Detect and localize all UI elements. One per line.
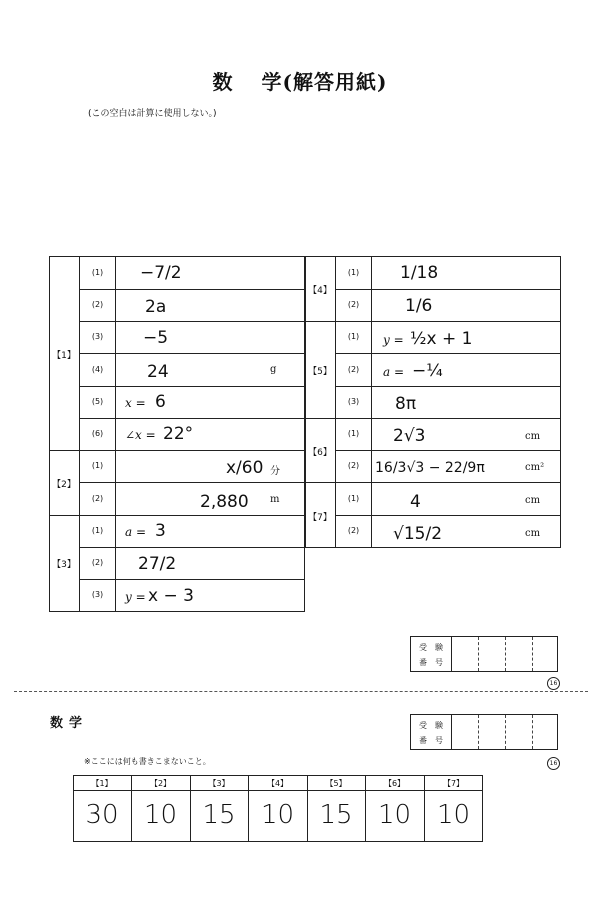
answer-2-1: x/60 bbox=[226, 458, 264, 478]
score-value: 10 bbox=[143, 800, 178, 830]
row-number: (4) bbox=[91, 365, 104, 374]
page-mark-lower: 16 bbox=[547, 757, 560, 770]
answer-6-1: 2√3 bbox=[393, 426, 426, 446]
score-header: 【3】 bbox=[208, 779, 230, 788]
answer-5-1: ½x + 1 bbox=[410, 329, 473, 349]
unit-1-4: g bbox=[270, 364, 277, 375]
score-header: 【5】 bbox=[325, 779, 347, 788]
unit-7-2: cm bbox=[525, 528, 541, 539]
cut-line bbox=[14, 691, 588, 692]
answer-1-2: 2a bbox=[145, 297, 167, 317]
score-value: 10 bbox=[260, 800, 295, 830]
row-number: (2) bbox=[91, 494, 104, 503]
answer-7-1: 4 bbox=[410, 492, 421, 512]
answer-3-3: x − 3 bbox=[148, 586, 194, 606]
row-number: (3) bbox=[91, 332, 104, 341]
section-label-2: 【2】 bbox=[52, 480, 76, 490]
prefix-5-2: a = bbox=[383, 365, 405, 379]
no-write-note: ※ここには何も書きこまないこと。 bbox=[84, 757, 211, 766]
exam-number-box[interactable]: 受 験 番 号 bbox=[410, 636, 558, 672]
row-number: (1) bbox=[347, 268, 360, 277]
row-number: (2) bbox=[91, 558, 104, 567]
page-mark: 16 bbox=[547, 677, 560, 690]
row-number: (6) bbox=[91, 429, 104, 438]
row-number: (1) bbox=[91, 461, 104, 470]
row-number: (1) bbox=[91, 268, 104, 277]
score-header: 【6】 bbox=[383, 779, 406, 788]
answer-3-1: 3 bbox=[155, 521, 166, 541]
answer-1-6: 22° bbox=[163, 424, 194, 444]
score-value: 30 bbox=[85, 800, 119, 830]
score-header: 【7】 bbox=[442, 779, 465, 788]
section-label-4: 【4】 bbox=[308, 286, 332, 296]
row-number: (1) bbox=[347, 429, 360, 438]
answer-1-1: −7/2 bbox=[140, 263, 182, 283]
row-number: (3) bbox=[91, 590, 104, 599]
row-number: (2) bbox=[91, 300, 104, 309]
answer-7-2: √15/2 bbox=[393, 524, 443, 544]
prefix-3-1: a = bbox=[125, 525, 147, 539]
row-number: (2) bbox=[347, 526, 360, 535]
score-value: 10 bbox=[377, 800, 412, 830]
unit-7-1: cm bbox=[525, 495, 541, 506]
prefix-1-5: x = bbox=[125, 396, 146, 410]
row-number: (2) bbox=[347, 365, 360, 374]
answer-4-1: 1/18 bbox=[400, 263, 439, 283]
score-value: 15 bbox=[202, 800, 236, 830]
row-number: (1) bbox=[347, 494, 360, 503]
answer-5-2: −¼ bbox=[412, 361, 443, 381]
row-number: (3) bbox=[347, 397, 360, 406]
score-value: 10 bbox=[436, 800, 471, 830]
unit-6-1: cm bbox=[525, 431, 541, 442]
prefix-1-6: ∠x = bbox=[125, 428, 156, 442]
subject-label: 数学 bbox=[50, 716, 89, 731]
row-number: (1) bbox=[347, 332, 360, 341]
section-label-5: 【5】 bbox=[308, 367, 332, 377]
section-label-3: 【3】 bbox=[52, 560, 76, 570]
row-number: (2) bbox=[347, 300, 360, 309]
section-label-7: 【7】 bbox=[308, 513, 332, 523]
answer-5-3: 8π bbox=[395, 394, 417, 414]
score-header: 【4】 bbox=[266, 779, 289, 788]
section-label-1: 【1】 bbox=[52, 351, 76, 361]
section-label-6: 【6】 bbox=[308, 448, 332, 458]
score-header: 【1】 bbox=[91, 779, 113, 788]
answer-1-5: 6 bbox=[155, 392, 166, 412]
unit-2-1: 分 bbox=[270, 466, 280, 477]
unit-2-2: m bbox=[270, 494, 280, 505]
row-number: (5) bbox=[91, 397, 104, 406]
row-number: (1) bbox=[91, 526, 104, 535]
score-header: 【2】 bbox=[149, 779, 172, 788]
answer-1-3: −5 bbox=[143, 328, 169, 348]
unit-6-2: cm² bbox=[525, 462, 545, 473]
prefix-3-3: y = bbox=[125, 590, 146, 604]
page-title: 数 学(解答用紙) bbox=[212, 70, 388, 94]
answer-3-2: 27/2 bbox=[138, 554, 177, 574]
answer-2-2: 2,880 bbox=[200, 492, 249, 512]
calc-note: (この空白は計算に使用しない。) bbox=[88, 109, 217, 119]
answer-6-2: 16/3√3 − 22/9π bbox=[375, 460, 485, 476]
answer-1-4: 24 bbox=[147, 362, 169, 382]
answer-4-2: 1/6 bbox=[405, 296, 433, 316]
score-value: 15 bbox=[319, 800, 353, 830]
prefix-5-1: y = bbox=[383, 333, 404, 347]
row-number: (2) bbox=[347, 461, 360, 470]
exam-number-box-lower[interactable]: 受 験 番 号 bbox=[410, 714, 558, 750]
